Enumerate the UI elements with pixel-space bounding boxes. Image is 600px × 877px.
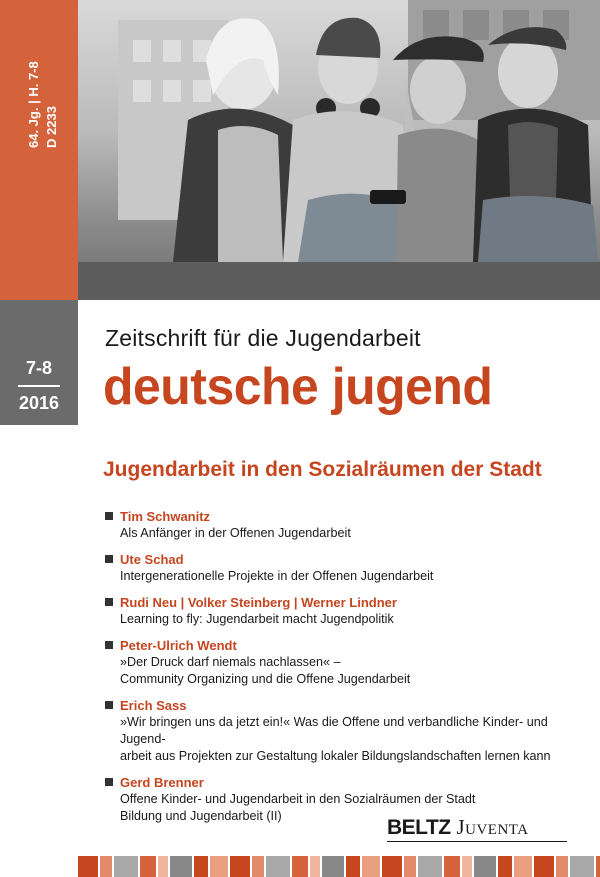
entry-title-line: Als Anfänger in der Offenen Jugendarbeit: [120, 526, 351, 540]
contents-entry: [105, 594, 585, 628]
entry-author: Erich Sass: [120, 698, 187, 713]
stripe-block: [252, 856, 264, 877]
entry-title-line: Community Organizing und die Offene Jugendarbeit: [120, 672, 411, 686]
contents-entry: [105, 551, 585, 585]
square-bullet-icon: [105, 641, 113, 649]
stripe-block: [170, 856, 192, 877]
stripe-block: [194, 856, 208, 877]
square-bullet-icon: [105, 701, 113, 709]
entry-title-line: Learning to fly: Jugendarbeit macht Jugendpolitik: [120, 612, 394, 626]
stripe-block: [404, 856, 416, 877]
entry-title-line: »Wir bringen uns da jetzt ein!« Was die Offene und verbandliche Kinder- und Jugend-: [120, 715, 548, 746]
stripe-block: [498, 856, 512, 877]
bottom-color-stripe: [78, 856, 600, 877]
entry-author: Peter-Ulrich Wendt: [120, 638, 237, 653]
stripe-block: [596, 856, 600, 877]
stripe-block: [346, 856, 360, 877]
entry-title-line: Offene Kinder- und Jugendarbeit in den Sozialräumen der Stadt: [120, 792, 476, 806]
contents-entry: [105, 508, 585, 542]
square-bullet-icon: [105, 555, 113, 563]
entry-title-line: Intergenerationelle Projekte in der Offenen Jugendarbeit: [120, 569, 434, 583]
stripe-block: [556, 856, 568, 877]
publisher-logo: [387, 815, 529, 840]
magazine-masthead: deutsche jugend: [103, 358, 493, 416]
entry-author: Gerd Brenner: [120, 775, 204, 790]
stripe-block: [114, 856, 138, 877]
volume-line: 64. Jg. | H. 7-8: [26, 61, 41, 148]
issue-year: 2016: [18, 393, 60, 413]
issue-number: 7-8: [25, 358, 52, 378]
square-bullet-icon: [105, 512, 113, 520]
stripe-block: [534, 856, 554, 877]
sidebar-orange-panel: [0, 0, 78, 300]
entry-title-line: arbeit aus Projekten zur Gestaltung lokaler Bildungslandschaften lernen kann: [120, 749, 551, 763]
entry-author: Rudi Neu | Volker Steinberg | Werner Lindner: [120, 595, 397, 610]
stripe-block: [100, 856, 112, 877]
square-bullet-icon: [105, 778, 113, 786]
stripe-block: [210, 856, 228, 877]
issue-topic: Jugendarbeit in den Sozialräumen der Stadt: [103, 458, 542, 481]
stripe-block: [140, 856, 156, 877]
code-line: D 2233: [44, 106, 59, 148]
publisher-logo-part2: Juventa: [456, 815, 529, 839]
stripe-block: [292, 856, 308, 877]
entry-title-line: Bildung und Jugendarbeit (II): [120, 809, 282, 823]
entry-author: Tim Schwanitz: [120, 509, 211, 524]
issue-divider: [18, 385, 60, 387]
square-bullet-icon: [105, 598, 113, 606]
contents-entry: [105, 637, 585, 688]
stripe-block: [382, 856, 402, 877]
photo-illustration: [78, 0, 600, 300]
cover-photo: [78, 0, 600, 300]
stripe-block: [418, 856, 442, 877]
stripe-block: [474, 856, 496, 877]
publisher-logo-part1: BELTZ: [387, 816, 451, 839]
stripe-block: [310, 856, 320, 877]
stripe-block: [322, 856, 344, 877]
stripe-block: [230, 856, 250, 877]
stripe-block: [514, 856, 532, 877]
stripe-block: [78, 856, 98, 877]
stripe-block: [462, 856, 472, 877]
magazine-subtitle: Zeitschrift für die Jugendarbeit: [105, 325, 421, 351]
vertical-label-block: [26, 8, 74, 148]
stripe-block: [570, 856, 594, 877]
stripe-block: [362, 856, 380, 877]
publisher-underline: [387, 841, 567, 842]
contents-list: [105, 508, 585, 834]
stripe-block: [266, 856, 290, 877]
stripe-block: [444, 856, 460, 877]
entry-title-line: »Der Druck darf niemals nachlassen« –: [120, 655, 341, 669]
entry-author: Ute Schad: [120, 552, 184, 567]
stripe-block: [158, 856, 168, 877]
contents-entry: [105, 697, 585, 765]
